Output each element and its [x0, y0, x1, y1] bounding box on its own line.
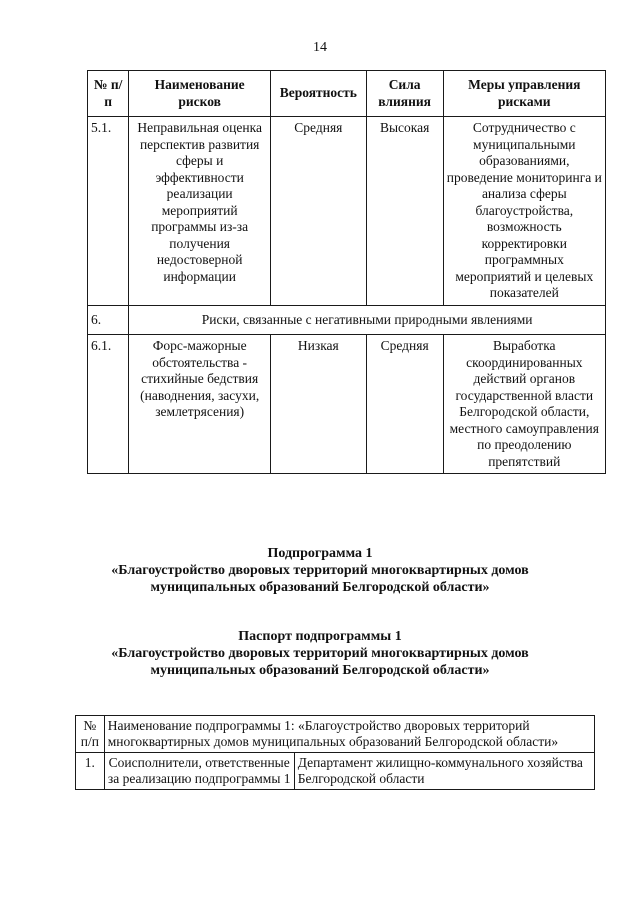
passport-name-line2: муниципальных образований Белгородской области»	[150, 663, 490, 678]
passport-heading	[60, 628, 580, 679]
subprogram-name-line2: муниципальных образований Белгородской области»	[150, 580, 490, 595]
header-name: Наименование рисков	[129, 71, 271, 117]
header-measures: Меры управления рисками	[443, 71, 605, 117]
risk-section-title: Риски, связанные с негативными природными явлениями	[129, 305, 606, 335]
row-num: 5.1.	[88, 117, 129, 306]
passport-header-row	[76, 716, 595, 753]
risk-table-header	[88, 71, 606, 117]
table-row	[88, 305, 606, 335]
passport-header-num: № п/п	[76, 716, 105, 753]
passport-name-line1: «Благоустройство дворовых территорий многоквартирных домов	[111, 646, 529, 661]
risk-name: Форс-мажорные обстоятельства - стихийные бедствия (наводнения, засухи, землетрясения)	[129, 335, 271, 474]
subprogram-heading	[60, 545, 580, 596]
page-number: 14	[313, 40, 327, 55]
risk-table	[87, 70, 606, 474]
row-num: 6.	[88, 305, 129, 335]
header-probability: Вероятность	[271, 71, 367, 117]
risk-measures: Сотрудничество с муниципальными образованиями, проведение мониторинга и анализа сферы благоустройства, возможность корректировки программных мероприятий и целевых показателей	[443, 117, 605, 306]
passport-table	[75, 715, 595, 790]
table-row	[76, 753, 595, 790]
row-num: 6.1.	[88, 335, 129, 474]
risk-name: Неправильная оценка перспектив развития сферы и эффективности реализации мероприятий программы из-за получения недостоверной информации	[129, 117, 271, 306]
passport-title: Паспорт подпрограммы 1	[238, 629, 402, 644]
subprogram-title: Подпрограмма 1	[267, 546, 373, 561]
risk-probability: Низкая	[271, 335, 367, 474]
passport-row-label: Соисполнители, ответственные за реализацию подпрограммы 1	[104, 753, 294, 790]
passport-row-num: 1.	[76, 753, 105, 790]
header-impact: Сила влияния	[366, 71, 443, 117]
risk-impact: Средняя	[366, 335, 443, 474]
header-num: № п/п	[88, 71, 129, 117]
risk-probability: Средняя	[271, 117, 367, 306]
subprogram-name-line1: «Благоустройство дворовых территорий многоквартирных домов	[111, 563, 529, 578]
table-row	[88, 117, 606, 306]
table-row	[88, 335, 606, 474]
risk-measures: Выработка скоординированных действий органов государственной власти Белгородской области, местного самоуправления по преодолению препятствий	[443, 335, 605, 474]
passport-header-text: Наименование подпрограммы 1: «Благоустройство дворовых территорий многоквартирных домов муниципальных образований Белгородской области»	[104, 716, 594, 753]
passport-row-value: Департамент жилищно-коммунального хозяйства Белгородской области	[294, 753, 594, 790]
risk-impact: Высокая	[366, 117, 443, 306]
